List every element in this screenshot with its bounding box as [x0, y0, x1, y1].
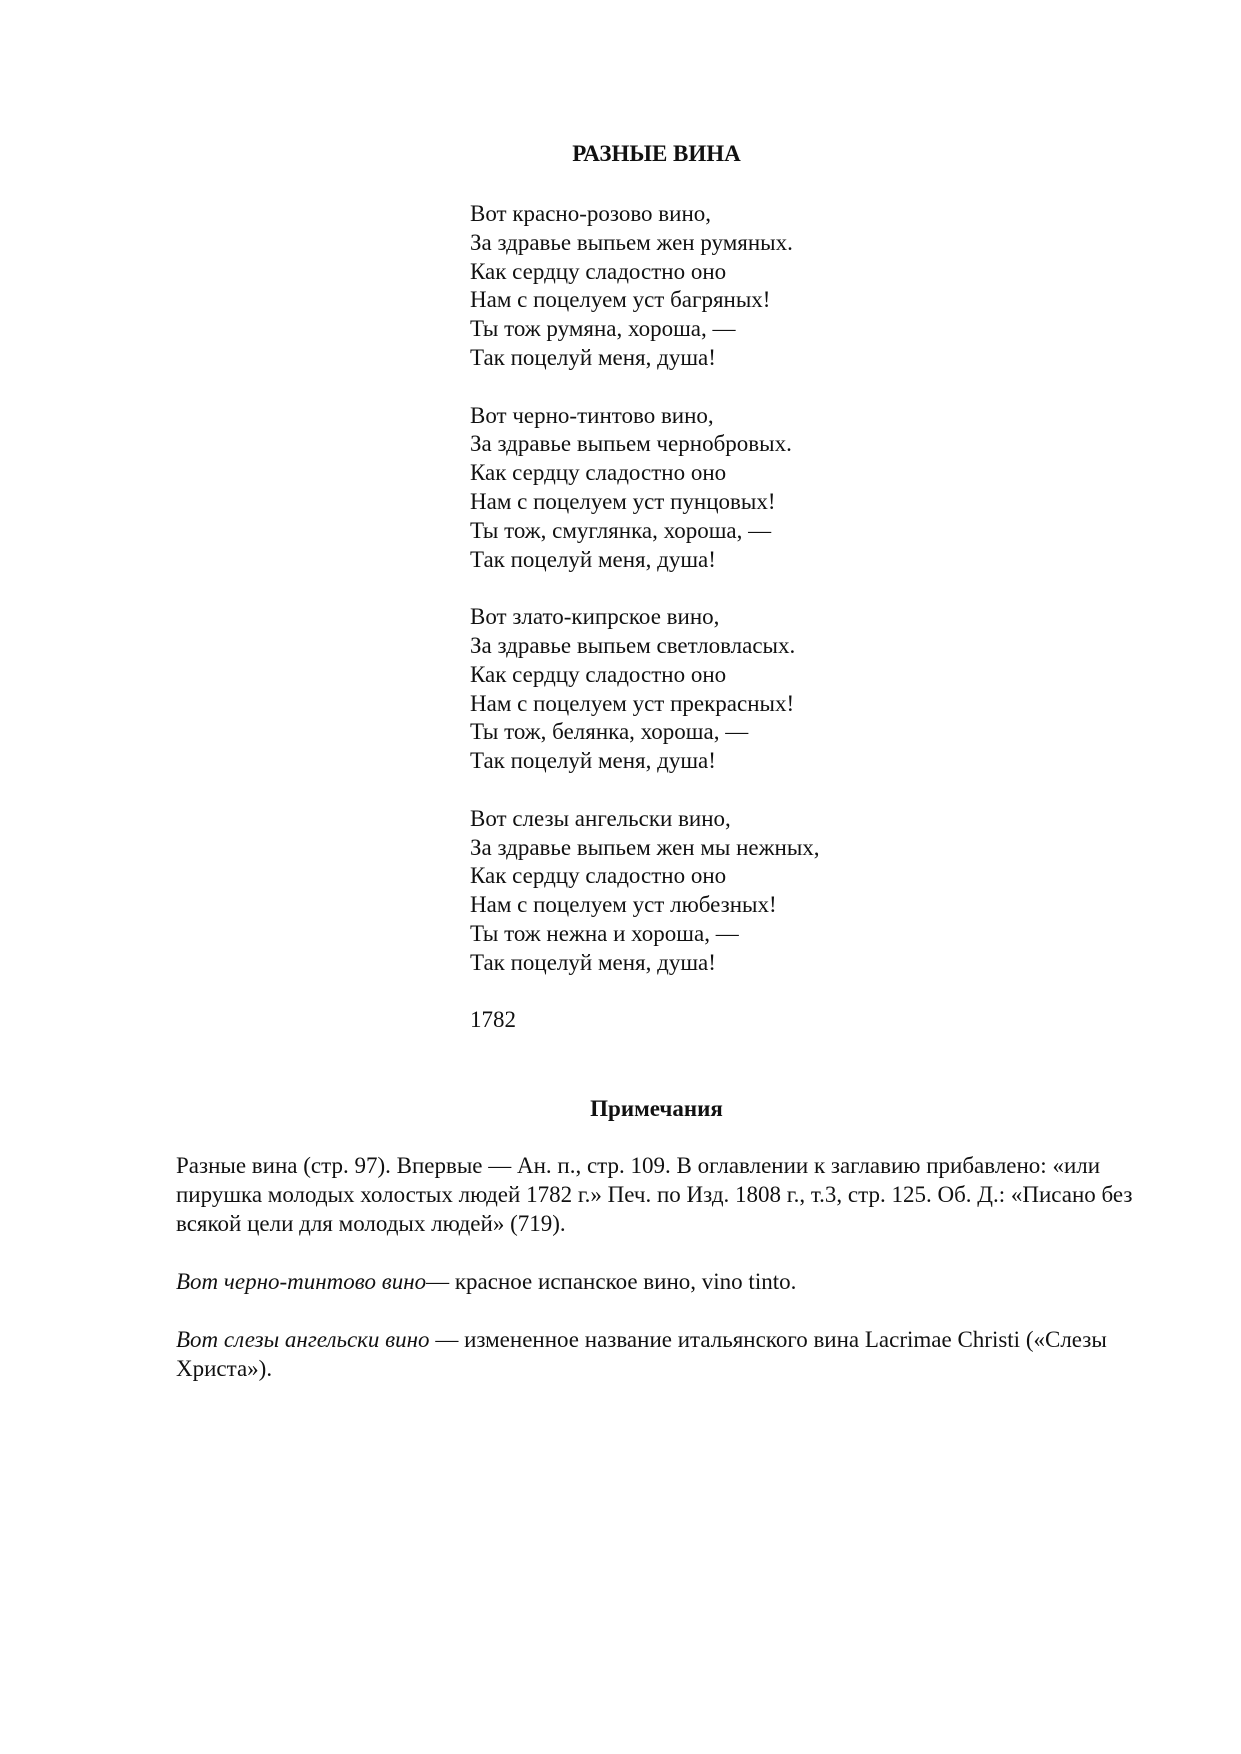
stanza [470, 402, 820, 575]
poem-line: Как сердцу сладостно оно [470, 258, 727, 284]
poem-line: Вот красно-розово вино, [470, 201, 712, 226]
poem-line: Вот злато-кипрское вино, [470, 604, 720, 630]
poem-line: Так поцелуй меня, душа! [470, 546, 716, 572]
poem-line: Как сердцу сладостно оно [470, 661, 727, 687]
note-paragraph [176, 1267, 1136, 1296]
poem-line: Так поцелуй меня, душа! [470, 949, 716, 975]
poem-line: Нам с поцелуем уст пунцовых! [470, 488, 776, 514]
poem-line: Ты тож, белянка, хороша, — [470, 719, 749, 745]
note-text: Разные вина (стр. 97). Впервые — Ан. п., стр. 109. В оглавлении к заглавию прибавлено: «или пирушка молодых холостых людей 1782 г.» Печ. по Изд. 1808 г., т.3, стр. 125. Об. Д.: «Писано без всякой цели для молодых людей» (719). [176, 1153, 1133, 1236]
poem-line: Вот черно-тинтово вино, [470, 402, 714, 428]
poem-title: РАЗНЫЕ ВИНА [572, 141, 741, 166]
poem-line: За здравье выпьем чернобровых. [470, 431, 792, 457]
poem-line: Нам с поцелуем уст багряных! [470, 287, 771, 313]
poem-line: Ты тож нежна и хороша, — [470, 920, 739, 946]
note-text: — измененное название итальянского вина Lacrimae Christi («Слезы Христа»). [176, 1327, 1107, 1381]
note-quote: Вот черно-тинтово вино [176, 1269, 427, 1294]
notes-section [176, 1151, 1136, 1412]
note-paragraph [176, 1325, 1136, 1383]
poem-line: За здравье выпьем жен мы нежных, [470, 834, 820, 860]
poem-line: Как сердцу сладостно оно [470, 863, 727, 889]
poem-line: За здравье выпьем жен румяных. [470, 229, 793, 255]
poem-line: Вот слезы ангельски вино, [470, 805, 731, 831]
note-quote: Вот слезы ангельски вино [176, 1327, 430, 1352]
poem-year: 1782 [470, 1007, 516, 1033]
poem-line: Ты тож румяна, хороша, — [470, 316, 736, 342]
poem-line: Нам с поцелуем уст прекрасных! [470, 690, 795, 716]
poem-line: За здравье выпьем светловласых. [470, 632, 796, 658]
stanza [470, 805, 820, 978]
stanza [470, 603, 820, 776]
note-text: — красное испанское вино, vino tinto. [426, 1269, 797, 1294]
note-paragraph [176, 1151, 1136, 1238]
poem-line: Как сердцу сладостно оно [470, 460, 727, 486]
poem-line: Нам с поцелуем уст любезных! [470, 892, 777, 918]
stanza [470, 200, 820, 373]
notes-title: Примечания [590, 1096, 723, 1121]
poem-body [470, 200, 820, 1035]
poem-line: Ты тож, смуглянка, хороша, — [470, 517, 772, 543]
poem-line: Так поцелуй меня, душа! [470, 344, 716, 370]
poem-line: Так поцелуй меня, душа! [470, 748, 716, 774]
